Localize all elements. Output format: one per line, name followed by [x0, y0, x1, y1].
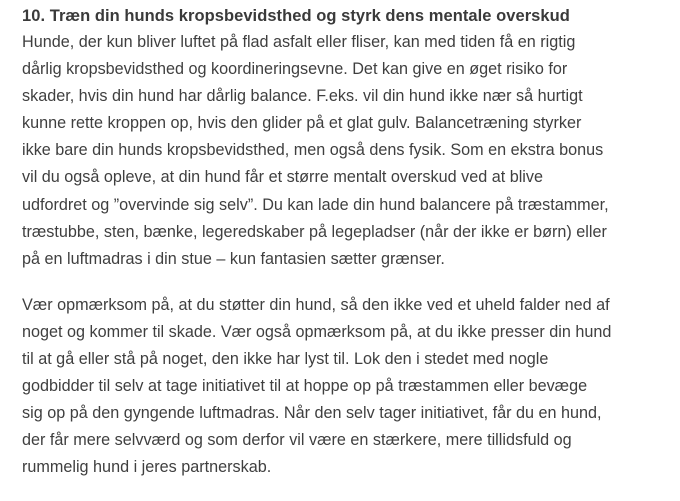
paragraph-line: noget og kommer til skade. Vær også opmærksom på, at du ikke presser din hund — [22, 322, 612, 341]
paragraph-balance-training — [22, 29, 662, 273]
paragraph-line: skader, hvis din hund har dårlig balance. F.eks. vil din hund ikke nær så hurtigt — [22, 87, 583, 106]
paragraph-line: sig op på den gyngende luftmadras. Når den selv tager initiativet, får du en hund, — [22, 404, 602, 423]
section-heading: 10. Træn din hunds kropsbevidsthed og styrk dens mentale overskud — [22, 7, 570, 25]
paragraph-line: godbidder til selv at tage initiativet til at hoppe op på træstammen eller bevæge — [22, 377, 588, 396]
article-section — [22, 6, 662, 482]
paragraph-line: dårlig kropsbevidsthed og koordineringsevne. Det kan give en øget risiko for — [22, 60, 568, 79]
paragraph-line: vil du også opleve, at din hund får et større mentalt overskud ved at blive — [22, 168, 543, 187]
paragraph-line: ikke bare din hunds kropsbevidsthed, men også dens fysik. Som en ekstra bonus — [22, 141, 604, 160]
paragraph-line: på en luftmadras i din stue – kun fantasien sætter grænser. — [22, 249, 445, 268]
paragraph-line: Hunde, der kun bliver luftet på flad asfalt eller fliser, kan med tiden få en rigtig — [22, 33, 576, 51]
paragraph-line: Vær opmærksom på, at du støtter din hund, så den ikke ved et uheld falder ned af — [22, 295, 610, 314]
paragraph-line: rummelig hund i jeres partnerskab. — [22, 458, 272, 477]
paragraph-line: til at gå eller stå på noget, den ikke har lyst til. Lok den i stedet med nogle — [22, 350, 549, 369]
paragraph-line: træstubbe, sten, bænke, legeredskaber på legepladser (når der ikke er børn) eller — [22, 222, 607, 241]
paragraph-safety-note — [22, 292, 662, 482]
paragraph-line: kunne rette kroppen op, hvis den glider på et glat gulv. Balancetræning styrker — [22, 114, 582, 133]
paragraph-line: udfordret og ”overvinde sig selv”. Du kan lade din hund balancere på træstammer, — [22, 195, 609, 214]
paragraph-line: der får mere selvværd og som derfor vil være en stærkere, mere tillidsfuld og — [22, 431, 572, 450]
